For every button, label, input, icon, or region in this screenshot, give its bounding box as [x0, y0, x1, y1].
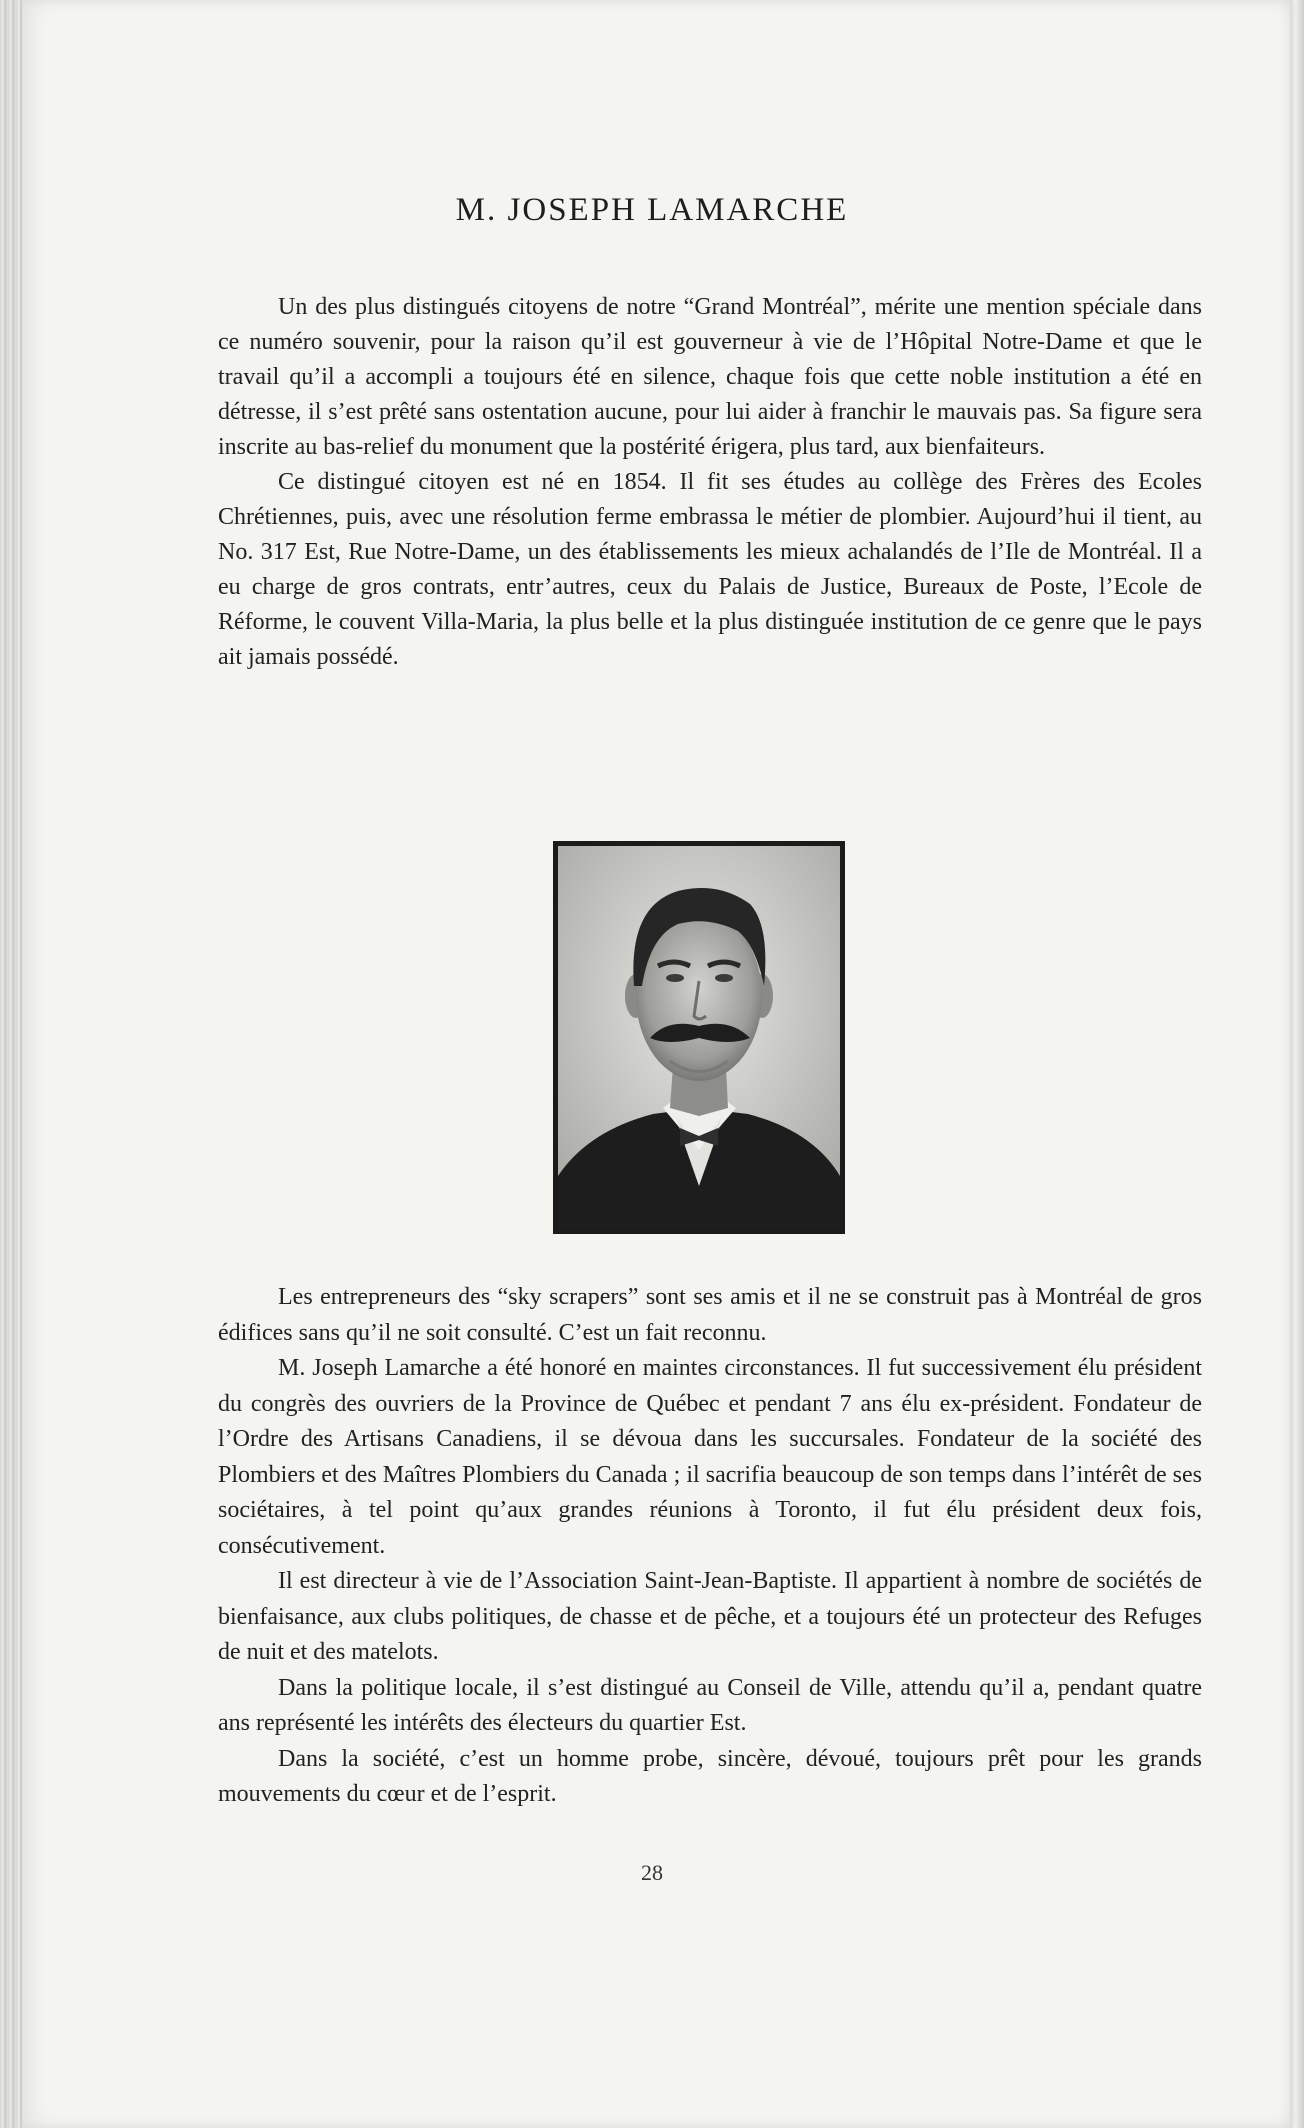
page-number: 28 [641, 1860, 663, 1885]
page-title: M. JOSEPH LAMARCHE [455, 192, 849, 228]
paragraph: M. Joseph Lamarche a été honoré en maintes circonstances. Il fut successivement élu président du congrès des ouvriers de la Province de Québec et pendant 7 ans élu ex-président. Fondateur de l’Ordre des Artisans Canadiens, il se dévoua dans les succursales. Fondateur de la société des Plombiers et des Maîtres Plombiers du Canada ; il sacrifia beaucoup de son temps dans l’intérêt de ses sociétaires, à tel point qu’aux grandes réunions à Toronto, il fut élu président deux fois, consécutivement. [218, 1355, 1202, 1559]
paragraph: Il est directeur à vie de l’Association Saint-Jean-Baptiste. Il appartient à nombre de sociétés de bienfaisance, aux clubs politiques, de chasse et de pêche, et a toujours été un protecteur des Refuges de nuit et des matelots. [218, 1568, 1202, 1665]
portrait-image [558, 846, 840, 1229]
paragraph: Les entrepreneurs des “sky scrapers” sont ses amis et il ne se construit pas à Montréal de gros édifices sans qu’il ne soit consulté. C’est un fait reconnu. [218, 1284, 1202, 1346]
paragraph: Dans la politique locale, il s’est distingué au Conseil de Ville, attendu qu’il a, pendant quatre ans représenté les intérêts des électeurs du quartier Est. [218, 1674, 1202, 1736]
text-block-top [218, 290, 1202, 675]
portrait-photo [553, 841, 845, 1234]
paragraph: Ce distingué citoyen est né en 1854. Il fit ses études au collège des Frères des Ecoles Chrétiennes, puis, avec une résolution ferme embrassa le métier de plombier. Aujourd’hui il tient, au No. 317 Est, Rue Notre-Dame, un des établissements les mieux achalandés de l’Ile de Montréal. Il a eu charge de gros contrats, entr’autres, ceux du Palais de Justice, Bureaux de Poste, l’Ecole de Réforme, le couvent Villa-Maria, la plus belle et la plus distinguée institution de ce genre que le pays ait jamais possédé. [218, 469, 1202, 670]
paragraph: Dans la société, c’est un homme probe, sincère, dévoué, toujours prêt pour les grands mouvements du cœur et de l’esprit. [218, 1745, 1202, 1807]
page-right-edge [1290, 0, 1304, 2128]
portrait-illustration [558, 846, 840, 1229]
text-block-bottom [218, 1280, 1202, 1813]
paragraph: Un des plus distingués citoyens de notre “Grand Montréal”, mérite une mention spéciale dans ce numéro souvenir, pour la raison qu’il est gouverneur à vie de l’Hôpital Notre-Dame et que le travail qu’il a accompli a toujours été en silence, chaque fois que cette noble institution a été en détresse, il s’est prêté sans ostentation aucune, pour lui aider à franchir le mauvais pas. Sa figure sera inscrite au bas-relief du monument que la postérité érigera, plus tard, aux bienfaiteurs. [218, 294, 1202, 460]
